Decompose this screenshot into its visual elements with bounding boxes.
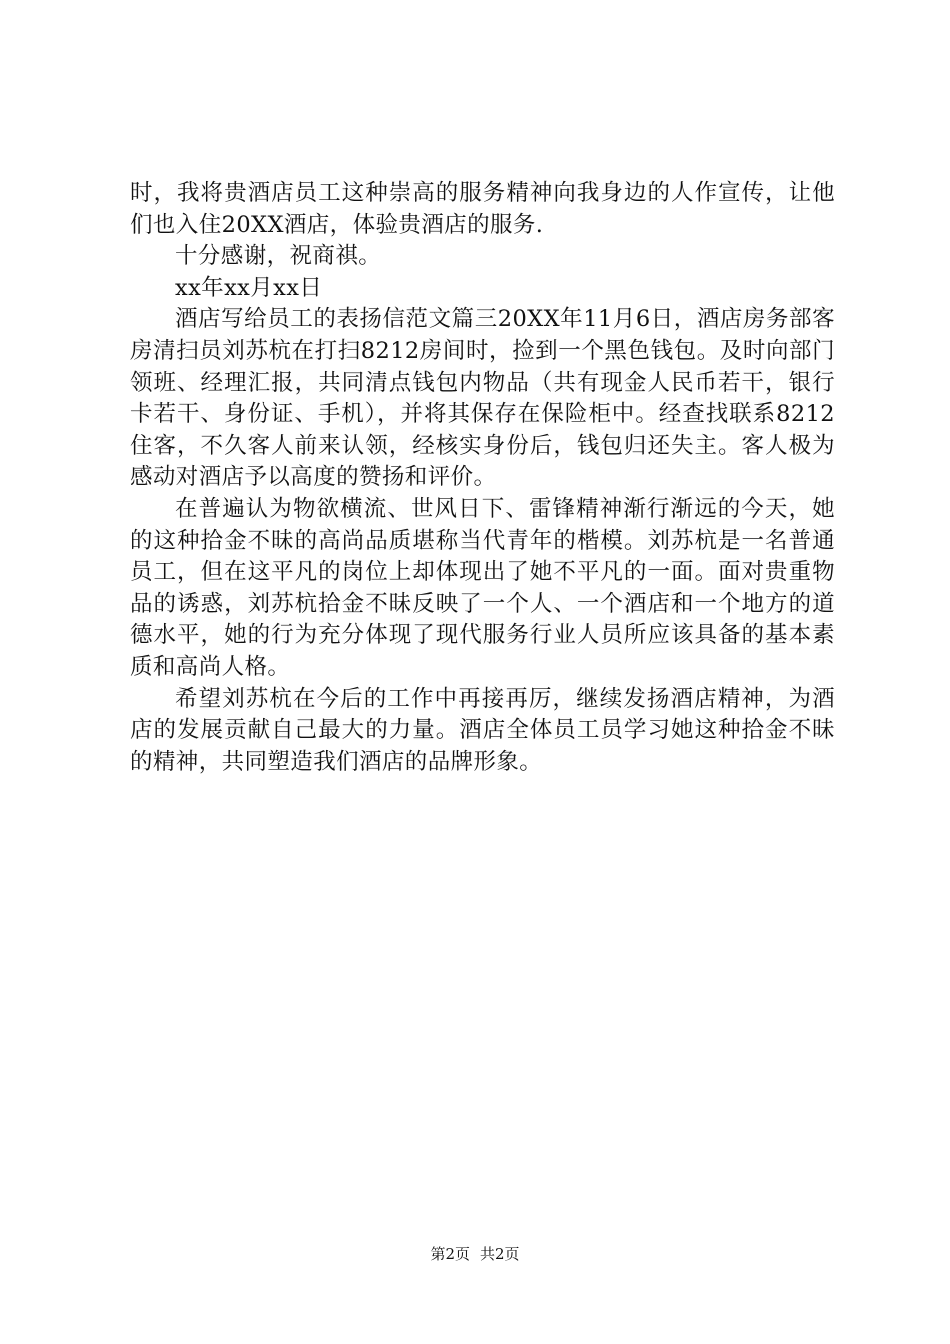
page-total: 共2页 — [480, 1245, 520, 1263]
paragraph-closing: 十分感谢，祝商祺。 — [175, 243, 382, 270]
paragraph-continuation: 时，我将贵酒店员工这种崇高的服务精神向我身边的人作宣传，让他们也入住20XX酒店，体验贵酒店的服务. — [130, 180, 835, 238]
page-number: 第2页 — [430, 1245, 470, 1263]
paragraph-hope: 希望刘苏杭在今后的工作中再接再厉，继续发扬酒店精神，为酒店的发展贡献自己最大的力量。酒店全体员工员学习她这种拾金不昧的精神，共同塑造我们酒店的品牌形象。 — [130, 685, 835, 775]
page-footer — [0, 1244, 950, 1264]
paragraph-date: xx年xx月xx日 — [175, 274, 323, 301]
document-body — [130, 178, 835, 778]
paragraph-praise: 在普遍认为物欲横流、世风日下、雷锋精神渐行渐远的今天，她的这种拾金不昧的高尚品质堪称当代青年的楷模。刘苏杭是一名普通员工，但在这平凡的岗位上却体现出了她不平凡的一面。面对贵重物品的诱惑，刘苏杭拾金不昧反映了一个人、一个酒店和一个地方的道德水平，她的行为充分体现了现代服务行业人员所应该具备的基本素质和高尚人格。 — [130, 495, 835, 680]
paragraph-letter-three: 酒店写给员工的表扬信范文篇三20XX年11月6日，酒店房务部客房清扫员刘苏杭在打扫8212房间时，捡到一个黑色钱包。及时向部门领班、经理汇报，共同清点钱包内物品（共有现金人民币若干，银行卡若干、身份证、手机），并将其保存在保险柜中。经查找联系8212住客，不久客人前来认领，经核实身份后，钱包归还失主。客人极为感动对酒店予以高度的赞扬和评价。 — [130, 306, 835, 491]
